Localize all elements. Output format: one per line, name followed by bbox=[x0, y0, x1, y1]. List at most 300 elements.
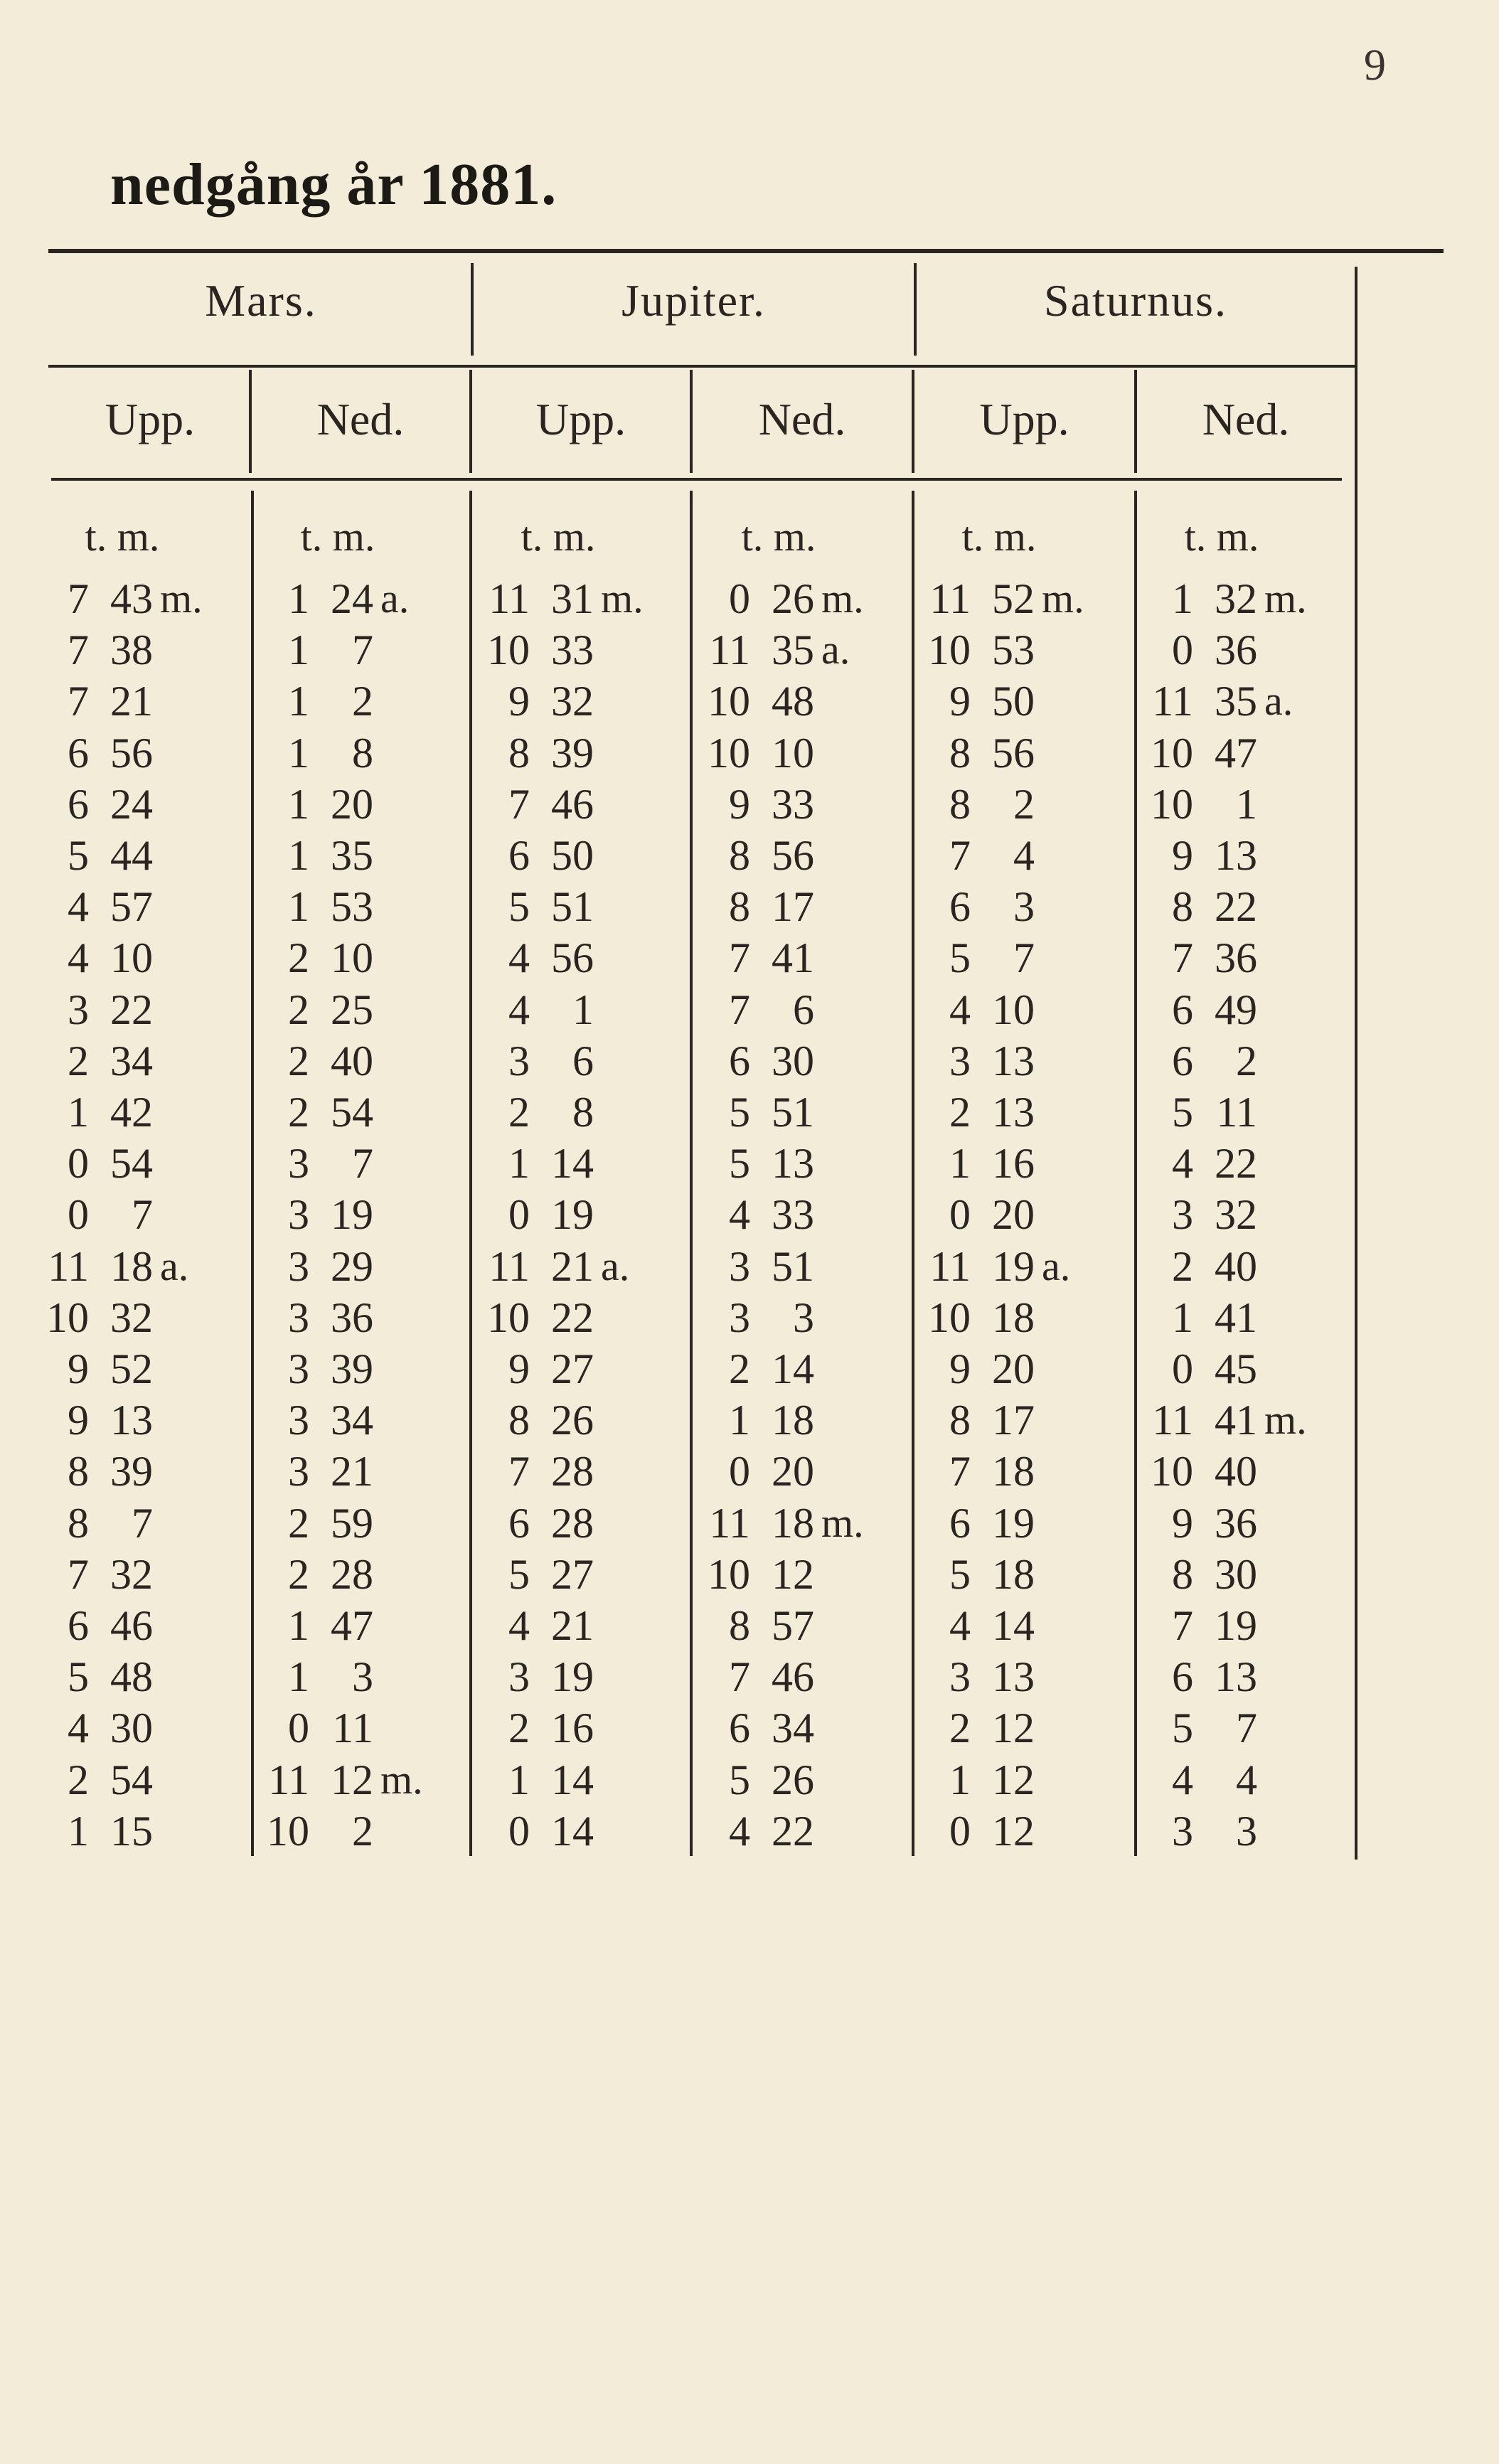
meridiem-suffix bbox=[1264, 830, 1307, 881]
minutes-value: 19 bbox=[1215, 1602, 1257, 1649]
meridiem-suffix: m. bbox=[160, 575, 203, 622]
minutes-value: 21 bbox=[551, 1242, 594, 1290]
meridiem-suffix bbox=[601, 1138, 644, 1189]
minutes-value: 12 bbox=[992, 1807, 1035, 1855]
table-row bbox=[0, 1241, 1499, 1292]
minutes-value: 19 bbox=[992, 1242, 1035, 1290]
hours-value: 5 bbox=[729, 1140, 750, 1188]
hours-value: 3 bbox=[508, 1653, 530, 1701]
hours-value: 2 bbox=[1172, 1242, 1193, 1290]
meridiem-suffix bbox=[160, 1600, 203, 1651]
minutes-value: 12 bbox=[992, 1756, 1035, 1803]
meridiem-suffix bbox=[821, 881, 864, 932]
hours-value: 11 bbox=[489, 1242, 530, 1290]
hours-value: 2 bbox=[288, 1499, 309, 1547]
minutes-value: 41 bbox=[1215, 1397, 1257, 1444]
unit-header: t. m. bbox=[521, 513, 596, 560]
minutes-value: 3 bbox=[1236, 1807, 1257, 1855]
minutes-value: 59 bbox=[331, 1499, 373, 1547]
meridiem-suffix bbox=[601, 727, 644, 779]
meridiem-suffix: a. bbox=[160, 1242, 189, 1289]
meridiem-suffix bbox=[380, 1806, 423, 1857]
hours-value: 6 bbox=[1172, 1037, 1193, 1084]
hours-value: 9 bbox=[729, 780, 750, 828]
minutes-value: 6 bbox=[572, 1037, 594, 1084]
minutes-value: 33 bbox=[772, 780, 814, 828]
minutes-value: 14 bbox=[772, 1345, 814, 1392]
hours-value: 5 bbox=[729, 1756, 750, 1803]
hours-value: 3 bbox=[288, 1345, 309, 1392]
hours-value: 4 bbox=[1172, 1756, 1193, 1803]
minutes-value: 2 bbox=[352, 1807, 373, 1855]
minutes-value: 46 bbox=[110, 1602, 153, 1649]
meridiem-suffix bbox=[380, 1035, 423, 1087]
minutes-value: 13 bbox=[992, 1089, 1035, 1136]
hours-value: 5 bbox=[508, 1550, 530, 1598]
hours-value: 1 bbox=[288, 575, 309, 622]
minutes-value: 4 bbox=[1236, 1756, 1257, 1803]
minutes-value: 7 bbox=[132, 1191, 153, 1239]
meridiem-suffix bbox=[1264, 1754, 1307, 1806]
minutes-value: 17 bbox=[992, 1397, 1035, 1444]
minutes-value: 8 bbox=[572, 1089, 594, 1136]
hours-value: 3 bbox=[949, 1037, 971, 1084]
hours-value: 6 bbox=[729, 1705, 750, 1752]
table-row bbox=[0, 573, 1499, 624]
subheader-mars-ned: Ned. bbox=[316, 394, 405, 444]
hours-value: 11 bbox=[709, 1499, 750, 1547]
planet-header-saturnus: Saturnus. bbox=[1044, 275, 1227, 326]
meridiem-suffix bbox=[1042, 1343, 1084, 1394]
table-row bbox=[0, 1498, 1499, 1549]
hours-value: 5 bbox=[949, 934, 971, 982]
hours-value: 5 bbox=[1172, 1089, 1193, 1136]
hours-value: 8 bbox=[949, 729, 971, 777]
meridiem-suffix bbox=[601, 1651, 644, 1702]
hours-value: 9 bbox=[68, 1345, 89, 1392]
hours-value: 0 bbox=[68, 1191, 89, 1239]
minutes-value: 36 bbox=[1215, 626, 1257, 674]
hours-value: 3 bbox=[729, 1242, 750, 1290]
meridiem-suffix bbox=[821, 932, 864, 983]
minutes-value: 30 bbox=[110, 1705, 153, 1752]
hours-value: 3 bbox=[508, 1037, 530, 1084]
hours-value: 3 bbox=[949, 1653, 971, 1701]
meridiem-suffix bbox=[380, 779, 423, 830]
meridiem-suffix bbox=[160, 727, 203, 779]
meridiem-suffix bbox=[821, 984, 864, 1035]
minutes-value: 39 bbox=[551, 729, 594, 777]
hours-value: 3 bbox=[729, 1294, 750, 1341]
meridiem-suffix bbox=[380, 1189, 423, 1240]
hours-value: 7 bbox=[68, 678, 89, 725]
meridiem-suffix bbox=[380, 1241, 423, 1292]
minutes-value: 14 bbox=[551, 1140, 594, 1188]
meridiem-suffix bbox=[1264, 1087, 1307, 1138]
minutes-value: 7 bbox=[352, 1140, 373, 1188]
meridiem-suffix bbox=[160, 1087, 203, 1138]
unit-header: t. m. bbox=[1184, 513, 1259, 560]
meridiem-suffix bbox=[160, 1498, 203, 1549]
minutes-value: 49 bbox=[1215, 986, 1257, 1033]
meridiem-suffix bbox=[1042, 1754, 1084, 1806]
hours-value: 1 bbox=[508, 1756, 530, 1803]
unit-header: t. m. bbox=[300, 513, 375, 560]
hours-value: 0 bbox=[1172, 1345, 1193, 1392]
hours-value: 9 bbox=[68, 1397, 89, 1444]
hours-value: 1 bbox=[949, 1756, 971, 1803]
meridiem-suffix bbox=[601, 1549, 644, 1600]
meridiem-suffix bbox=[1264, 881, 1307, 932]
minutes-value: 15 bbox=[110, 1807, 153, 1855]
subheader-rule bbox=[51, 478, 1342, 481]
minutes-value: 14 bbox=[992, 1602, 1035, 1649]
meridiem-suffix bbox=[380, 984, 423, 1035]
table-row bbox=[0, 1600, 1499, 1651]
minutes-value: 20 bbox=[331, 780, 373, 828]
minutes-value: 18 bbox=[110, 1242, 153, 1290]
table-row bbox=[0, 676, 1499, 727]
minutes-value: 10 bbox=[110, 934, 153, 982]
table-row bbox=[0, 881, 1499, 932]
hours-value: 6 bbox=[729, 1037, 750, 1084]
meridiem-suffix: m. bbox=[1042, 575, 1084, 622]
meridiem-suffix: m. bbox=[1264, 575, 1307, 622]
hours-value: 1 bbox=[288, 678, 309, 725]
minutes-value: 33 bbox=[551, 626, 594, 674]
minutes-value: 39 bbox=[331, 1345, 373, 1392]
minutes-value: 36 bbox=[1215, 934, 1257, 982]
hours-value: 1 bbox=[288, 832, 309, 879]
hours-value: 3 bbox=[288, 1448, 309, 1495]
meridiem-suffix bbox=[380, 830, 423, 881]
meridiem-suffix bbox=[821, 1087, 864, 1138]
hours-value: 11 bbox=[489, 575, 530, 622]
hours-value: 6 bbox=[1172, 986, 1193, 1033]
hours-value: 1 bbox=[1172, 1294, 1193, 1341]
minutes-value: 54 bbox=[110, 1756, 153, 1803]
hours-value: 4 bbox=[508, 986, 530, 1033]
meridiem-suffix bbox=[1264, 1600, 1307, 1651]
meridiem-suffix bbox=[160, 1702, 203, 1754]
minutes-value: 52 bbox=[992, 575, 1035, 622]
minutes-value: 36 bbox=[331, 1294, 373, 1341]
meridiem-suffix bbox=[160, 932, 203, 983]
minutes-value: 14 bbox=[551, 1807, 594, 1855]
meridiem-suffix bbox=[380, 1651, 423, 1702]
table-row bbox=[0, 1189, 1499, 1240]
minutes-value: 31 bbox=[551, 575, 594, 622]
table-row bbox=[0, 727, 1499, 779]
minutes-value: 57 bbox=[110, 883, 153, 931]
meridiem-suffix bbox=[380, 1702, 423, 1754]
minutes-value: 17 bbox=[772, 883, 814, 931]
minutes-value: 18 bbox=[772, 1397, 814, 1444]
hours-value: 8 bbox=[729, 883, 750, 931]
minutes-value: 40 bbox=[1215, 1242, 1257, 1290]
hours-value: 3 bbox=[288, 1191, 309, 1239]
hours-value: 1 bbox=[1172, 575, 1193, 622]
hours-value: 6 bbox=[68, 729, 89, 777]
hours-value: 0 bbox=[288, 1705, 309, 1752]
minutes-value: 2 bbox=[1236, 1037, 1257, 1084]
hours-value: 5 bbox=[508, 883, 530, 931]
meridiem-suffix: m. bbox=[601, 575, 644, 622]
meridiem-suffix bbox=[160, 1806, 203, 1857]
meridiem-suffix bbox=[380, 1394, 423, 1446]
minutes-value: 41 bbox=[772, 934, 814, 982]
meridiem-suffix bbox=[821, 1189, 864, 1240]
meridiem-suffix bbox=[1042, 624, 1084, 676]
meridiem-suffix bbox=[601, 779, 644, 830]
minutes-value: 28 bbox=[551, 1448, 594, 1495]
minutes-value: 1 bbox=[1236, 780, 1257, 828]
minutes-value: 13 bbox=[992, 1653, 1035, 1701]
page-number: 9 bbox=[1364, 41, 1386, 90]
meridiem-suffix bbox=[601, 1806, 644, 1857]
meridiem-suffix bbox=[821, 779, 864, 830]
minutes-value: 12 bbox=[992, 1705, 1035, 1752]
meridiem-suffix bbox=[1264, 1651, 1307, 1702]
hours-value: 1 bbox=[288, 883, 309, 931]
hours-value: 7 bbox=[1172, 1602, 1193, 1649]
meridiem-suffix bbox=[1042, 1498, 1084, 1549]
table-row bbox=[0, 1549, 1499, 1600]
minutes-value: 3 bbox=[352, 1653, 373, 1701]
meridiem-suffix: a. bbox=[601, 1242, 630, 1289]
subheader-jupiter-upp: Upp. bbox=[535, 394, 626, 444]
hours-value: 7 bbox=[68, 626, 89, 674]
meridiem-suffix bbox=[821, 1035, 864, 1087]
hours-value: 1 bbox=[288, 626, 309, 674]
hours-value: 8 bbox=[68, 1499, 89, 1547]
meridiem-suffix bbox=[601, 1087, 644, 1138]
minutes-value: 13 bbox=[992, 1037, 1035, 1084]
table-row bbox=[0, 932, 1499, 983]
meridiem-suffix bbox=[1042, 1702, 1084, 1754]
hours-value: 7 bbox=[68, 575, 89, 622]
meridiem-suffix bbox=[821, 727, 864, 779]
minutes-value: 35 bbox=[1215, 678, 1257, 725]
minutes-value: 36 bbox=[1215, 1499, 1257, 1547]
minutes-value: 24 bbox=[110, 780, 153, 828]
hours-value: 9 bbox=[508, 1345, 530, 1392]
hours-value: 4 bbox=[68, 883, 89, 931]
hours-value: 3 bbox=[288, 1397, 309, 1444]
meridiem-suffix bbox=[1264, 779, 1307, 830]
hours-value: 5 bbox=[68, 1653, 89, 1701]
minutes-value: 6 bbox=[793, 986, 814, 1033]
subheader-mars-upp: Upp. bbox=[105, 394, 196, 444]
meridiem-suffix bbox=[1264, 1446, 1307, 1497]
minutes-value: 19 bbox=[551, 1191, 594, 1239]
meridiem-suffix bbox=[821, 1806, 864, 1857]
hours-value: 10 bbox=[928, 626, 971, 674]
meridiem-suffix bbox=[1264, 1498, 1307, 1549]
hours-value: 2 bbox=[949, 1705, 971, 1752]
minutes-value: 18 bbox=[992, 1550, 1035, 1598]
hours-value: 11 bbox=[1152, 1397, 1193, 1444]
minutes-value: 44 bbox=[110, 832, 153, 879]
meridiem-suffix bbox=[380, 1446, 423, 1497]
minutes-value: 10 bbox=[772, 729, 814, 777]
minutes-value: 56 bbox=[551, 934, 594, 982]
hours-value: 8 bbox=[729, 1602, 750, 1649]
minutes-value: 39 bbox=[110, 1448, 153, 1495]
meridiem-suffix bbox=[160, 984, 203, 1035]
minutes-value: 14 bbox=[551, 1756, 594, 1803]
hours-value: 7 bbox=[508, 1448, 530, 1495]
minutes-value: 25 bbox=[331, 986, 373, 1033]
minutes-value: 34 bbox=[331, 1397, 373, 1444]
minutes-value: 51 bbox=[551, 883, 594, 931]
minutes-value: 28 bbox=[331, 1550, 373, 1598]
hours-value: 8 bbox=[729, 832, 750, 879]
minutes-value: 56 bbox=[110, 729, 153, 777]
minutes-value: 29 bbox=[331, 1242, 373, 1290]
meridiem-suffix bbox=[1042, 830, 1084, 881]
minutes-value: 20 bbox=[992, 1191, 1035, 1239]
meridiem-suffix bbox=[1042, 1087, 1084, 1138]
hours-value: 2 bbox=[288, 1089, 309, 1136]
meridiem-suffix bbox=[1264, 984, 1307, 1035]
unit-header: t. m. bbox=[961, 513, 1037, 560]
meridiem-suffix bbox=[1264, 727, 1307, 779]
meridiem-suffix bbox=[380, 1600, 423, 1651]
meridiem-suffix: m. bbox=[821, 1499, 864, 1546]
meridiem-suffix bbox=[160, 1292, 203, 1343]
hours-value: 2 bbox=[729, 1345, 750, 1392]
minutes-value: 48 bbox=[110, 1653, 153, 1701]
meridiem-suffix bbox=[1264, 1343, 1307, 1394]
meridiem-suffix bbox=[1264, 1702, 1307, 1754]
meridiem-suffix bbox=[1042, 932, 1084, 983]
minutes-value: 43 bbox=[110, 575, 153, 622]
meridiem-suffix bbox=[1264, 1806, 1307, 1857]
hours-value: 2 bbox=[68, 1037, 89, 1084]
minutes-value: 42 bbox=[110, 1089, 153, 1136]
hours-value: 7 bbox=[68, 1550, 89, 1598]
hours-value: 4 bbox=[729, 1191, 750, 1239]
hours-value: 7 bbox=[949, 832, 971, 879]
hours-value: 8 bbox=[949, 1397, 971, 1444]
hours-value: 11 bbox=[709, 626, 750, 674]
hours-value: 1 bbox=[729, 1397, 750, 1444]
hours-value: 3 bbox=[1172, 1191, 1193, 1239]
hours-value: 10 bbox=[1151, 1448, 1193, 1495]
meridiem-suffix bbox=[160, 1446, 203, 1497]
hours-value: 10 bbox=[708, 678, 750, 725]
hours-value: 4 bbox=[68, 934, 89, 982]
subheader-jupiter-ned: Ned. bbox=[758, 394, 846, 444]
meridiem-suffix bbox=[601, 1394, 644, 1446]
hours-value: 8 bbox=[1172, 1550, 1193, 1598]
minutes-value: 51 bbox=[772, 1242, 814, 1290]
meridiem-suffix bbox=[601, 1446, 644, 1497]
hours-value: 2 bbox=[508, 1089, 530, 1136]
meridiem-suffix bbox=[380, 727, 423, 779]
hours-value: 3 bbox=[288, 1294, 309, 1341]
minutes-value: 3 bbox=[1013, 883, 1035, 931]
hours-value: 9 bbox=[1172, 832, 1193, 879]
meridiem-suffix bbox=[1042, 984, 1084, 1035]
minutes-value: 19 bbox=[551, 1653, 594, 1701]
hours-value: 10 bbox=[487, 1294, 530, 1341]
hours-value: 8 bbox=[68, 1448, 89, 1495]
minutes-value: 50 bbox=[992, 678, 1035, 725]
hours-value: 10 bbox=[1151, 729, 1193, 777]
hours-value: 8 bbox=[508, 729, 530, 777]
hours-value: 3 bbox=[288, 1242, 309, 1290]
subheader-saturnus-upp: Upp. bbox=[979, 394, 1069, 444]
meridiem-suffix bbox=[821, 1446, 864, 1497]
meridiem-suffix bbox=[601, 1498, 644, 1549]
hours-value: 0 bbox=[508, 1807, 530, 1855]
meridiem-suffix bbox=[160, 1189, 203, 1240]
meridiem-suffix bbox=[1264, 1138, 1307, 1189]
minutes-value: 21 bbox=[551, 1602, 594, 1649]
minutes-value: 21 bbox=[331, 1448, 373, 1495]
minutes-value: 27 bbox=[551, 1345, 594, 1392]
meridiem-suffix bbox=[1264, 1549, 1307, 1600]
hours-value: 2 bbox=[288, 1037, 309, 1084]
hours-value: 4 bbox=[949, 986, 971, 1033]
meridiem-suffix bbox=[1264, 1292, 1307, 1343]
minutes-value: 2 bbox=[1013, 780, 1035, 828]
meridiem-suffix bbox=[601, 1343, 644, 1394]
meridiem-suffix bbox=[601, 881, 644, 932]
minutes-value: 7 bbox=[132, 1499, 153, 1547]
meridiem-suffix bbox=[821, 1138, 864, 1189]
hours-value: 10 bbox=[1151, 780, 1193, 828]
meridiem-suffix bbox=[821, 1394, 864, 1446]
meridiem-suffix bbox=[601, 676, 644, 727]
top-rule bbox=[48, 249, 1444, 253]
minutes-value: 11 bbox=[332, 1705, 373, 1752]
hours-value: 1 bbox=[288, 729, 309, 777]
minutes-value: 38 bbox=[110, 626, 153, 674]
meridiem-suffix bbox=[601, 1189, 644, 1240]
minutes-value: 19 bbox=[331, 1191, 373, 1239]
meridiem-suffix: a. bbox=[821, 626, 850, 673]
minutes-value: 32 bbox=[110, 1550, 153, 1598]
minutes-value: 13 bbox=[110, 1397, 153, 1444]
meridiem-suffix bbox=[380, 1138, 423, 1189]
minutes-value: 16 bbox=[992, 1140, 1035, 1188]
hours-value: 7 bbox=[508, 780, 530, 828]
meridiem-suffix: a. bbox=[1264, 678, 1293, 725]
hours-value: 1 bbox=[68, 1807, 89, 1855]
hours-value: 10 bbox=[46, 1294, 89, 1341]
minutes-value: 22 bbox=[1215, 1140, 1257, 1188]
minutes-value: 27 bbox=[551, 1550, 594, 1598]
meridiem-suffix bbox=[601, 1754, 644, 1806]
minutes-value: 56 bbox=[992, 729, 1035, 777]
minutes-value: 47 bbox=[331, 1602, 373, 1649]
minutes-value: 50 bbox=[551, 832, 594, 879]
meridiem-suffix bbox=[821, 1600, 864, 1651]
meridiem-suffix bbox=[380, 881, 423, 932]
hours-value: 1 bbox=[68, 1089, 89, 1136]
meridiem-suffix bbox=[160, 1343, 203, 1394]
minutes-value: 22 bbox=[110, 986, 153, 1033]
minutes-value: 54 bbox=[110, 1140, 153, 1188]
table-row bbox=[0, 1292, 1499, 1343]
meridiem-suffix bbox=[160, 1549, 203, 1600]
minutes-value: 2 bbox=[352, 678, 373, 725]
minutes-value: 40 bbox=[331, 1037, 373, 1084]
hours-value: 1 bbox=[949, 1140, 971, 1188]
